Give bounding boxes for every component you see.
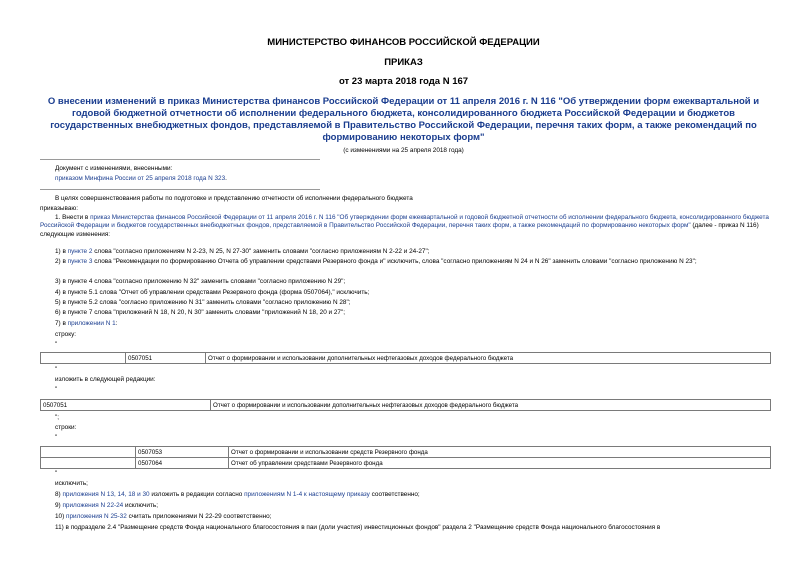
table-row [41, 353, 771, 364]
s10-end: считать приложениями N 22-29 соответственно; [126, 513, 272, 520]
item-1 [40, 214, 772, 239]
changes-box-amend [55, 175, 787, 183]
table-cell-code: 0507053 [136, 447, 229, 458]
document-title [46, 96, 761, 144]
doc-type-heading: ПРИКАЗ [384, 57, 423, 68]
label-iskluchit: исключить; [55, 480, 88, 487]
subitem-4: 4) в пункте 5.1 слова "Отчет об управлении средствами Резервного фонда (форма 0507064)," исключить; [55, 289, 370, 296]
item1-order-link[interactable]: приказ Министерства финансов Российской Федерации от 11 апреля 2016 г. N 116 "Об утверждении форм ежеквартальной и годовой бюджетной отчетности об исполнении федерального бюджета, консолидированного бюджета Российской Федерации и бюджетов государственных внебюджетных фондов, представляемой в Правительство Российской Федерации, перечня таких форм, а также рекомендаций по формированию некоторых форм" [40, 214, 769, 230]
intro-paragraph: В целях совершенствования работы по подготовке и представлению отчетности об исполнении федерального бюджета [55, 195, 413, 202]
title-order-link[interactable]: приказ Министерства финансов Российской Федерации от 11 апреля 2016 г. N 116 "Об утверждении форм ежеквартальной и годовой бюджетной отчетности об исполнении федерального бюджета, консолидированного бюджета Российской Федерации и бюджетов государственных внебюджетных фондов, представляемой в Правительство Российской Федерации, перечня таких форм, а также рекомендаций по формированию некоторых форм" [50, 96, 760, 143]
s1-point2-link[interactable]: пункте 2 [67, 248, 93, 255]
table-row-old [40, 352, 771, 364]
s2-point3-link[interactable]: пункте 3 [67, 258, 93, 265]
s7-start: 7) в [55, 320, 68, 327]
s8-appendices-link[interactable]: приложения N 13, 14, 18 и 30 [62, 491, 150, 498]
label-stroku: строку: [55, 331, 77, 338]
s2-start: 2) в [55, 258, 68, 265]
subitem-5: 5) в пункте 5.2 слова "согласно приложению N 31" заменить словами "согласно приложению N 28"; [55, 299, 351, 306]
quote-open-3: " [55, 434, 58, 441]
s8-mid: изложить в редакции согласно [149, 491, 245, 498]
label-izlozhit: изложить в следующей редакции: [55, 376, 156, 383]
table-cell-empty [41, 353, 126, 364]
item1-end: (далее - приказ N 116) следующие изменения: [40, 222, 759, 238]
table-cell-empty [41, 458, 136, 469]
table-cell-code: 0507064 [136, 458, 229, 469]
subitem-10 [55, 513, 787, 521]
s8-end: соответственно; [369, 491, 420, 498]
ministry-heading: МИНИСТЕРСТВО ФИНАНСОВ РОССИЙСКОЙ ФЕДЕРАЦИИ [267, 37, 540, 48]
quote-close-1: " [55, 366, 58, 373]
table-cell-text: Отчет об управлении средствами Резервного фонда [229, 458, 771, 469]
table-cell-text: Отчет о формировании и использовании дополнительных нефтегазовых доходов федерального бюджета [211, 400, 771, 411]
revision-note: (с изменениями на 25 апреля 2018 года) [343, 147, 464, 154]
subitem-3: 3) в пункте 4 слова "согласно приложению N 32" заменить словами "согласно приложению N 29"; [55, 278, 346, 285]
s2-end: слова "Рекомендации по формированию Отчета об управлении средствами Резервного фонда и" исключить, слова "согласно приложениям N 24 и N 26" заменить словами "согласно приложению N 23"; [92, 258, 697, 265]
changes-box-top-rule [40, 159, 320, 160]
subitem-11: 11) в подразделе 2.4 "Размещение средств Фонда национального благосостояния в паи (доли участия) инвестиционных фондов" раздела 2 "Размещение средств Фонда национального благосостояния в [55, 524, 661, 531]
s10-appendices-link[interactable]: приложения N 25-32 [66, 513, 127, 520]
date-number-heading: от 23 марта 2018 года N 167 [338, 76, 469, 87]
title-prefix: О внесении изменений в [47, 96, 168, 107]
table-cell-text: Отчет о формировании и использовании дополнительных нефтегазовых доходов федерального бюджета [206, 353, 771, 364]
changes-box-bottom-rule [40, 189, 320, 190]
table-row [41, 400, 771, 411]
item1-start: 1. Внести в [55, 214, 91, 221]
quote-close-semicolon: "; [55, 414, 60, 421]
subitem-1 [55, 248, 787, 256]
changes-box-line: Документ с изменениями, внесенными: [55, 165, 173, 172]
s1-end: слова "согласно приложениям N 2-23, N 25, N 27-30" заменить словами "согласно приложениям N 2-22 и 24-27"; [92, 248, 430, 255]
subitem-8 [55, 491, 787, 499]
table-row [41, 458, 771, 469]
table-cell-code: 0507051 [126, 353, 206, 364]
s7-appendix1-link[interactable]: приложении N 1 [67, 320, 116, 327]
quote-open-1: " [55, 341, 58, 348]
s9-end: исключить; [123, 502, 158, 509]
quote-open-2: " [55, 386, 58, 393]
s7-end: : [115, 320, 118, 327]
s9-start: 9) [55, 502, 63, 509]
s1-start: 1) в [55, 248, 68, 255]
s8-start: 8) [55, 491, 63, 498]
table-row-new [40, 399, 771, 411]
orders-word: приказываю: [40, 205, 78, 212]
label-stroki: строки: [55, 424, 77, 431]
table-row [41, 447, 771, 458]
s9-appendices-link[interactable]: приложения N 22-24 [62, 502, 124, 509]
amendment-suffix: . [225, 175, 227, 182]
table-rows-excluded [40, 446, 771, 469]
subitem-6: 6) в пункте 7 слова "приложений N 18, N 20, N 30" заменить словами "приложений N 18, 20 и 27"; [55, 309, 346, 316]
table-cell-code: 0507051 [41, 400, 211, 411]
table-cell-text: Отчет о формировании и использовании средств Резервного фонда [229, 447, 771, 458]
subitem-7 [55, 320, 787, 328]
subitem-9 [55, 502, 787, 510]
s10-start: 10) [55, 513, 67, 520]
quote-close-3: " [55, 470, 58, 477]
subitem-2 [40, 258, 772, 266]
s8-this-order-link[interactable]: приложениям N 1-4 к настоящему приказу [244, 491, 370, 498]
amendment-order-link[interactable]: приказом Минфина России от 25 апреля 2018 года N 323 [55, 175, 226, 182]
table-cell-empty [41, 447, 136, 458]
